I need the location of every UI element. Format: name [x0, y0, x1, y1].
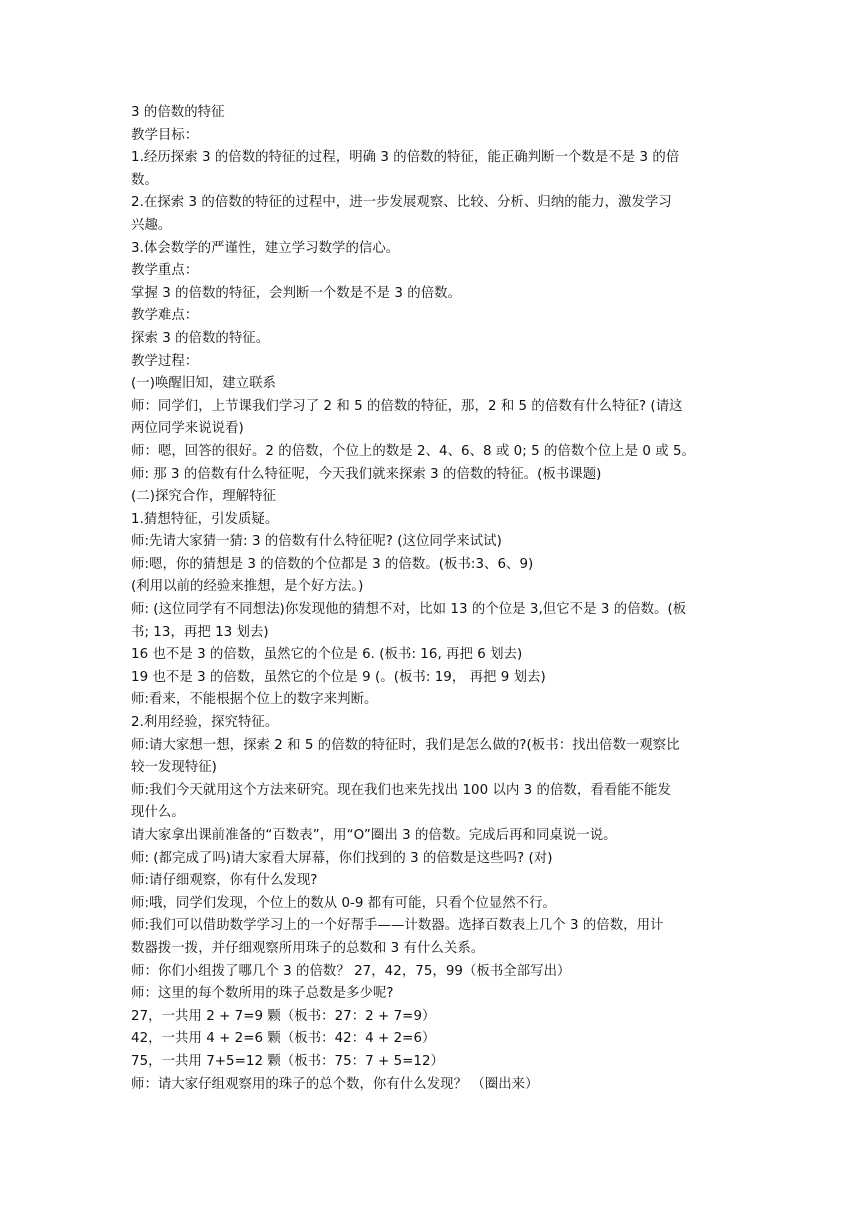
- text-line: 师：同学们，上节课我们学习了 2 和 5 的倍数的特征，那，2 和 5 的倍数有什么特征? (请这: [131, 398, 683, 414]
- text-line: 师:嗯，你的猜想是 3 的倍数的个位都是 3 的倍数。(板书:3、6、9): [131, 556, 534, 572]
- text-line: 75，一共用 7+5=12 颗（板书：75：7 + 5=12）: [131, 1053, 444, 1069]
- text-line: 师: (都完成了吗)请大家看大屏幕，你们找到的 3 的倍数是这些吗? (对): [131, 850, 553, 866]
- document-title: 3 的倍数的特征: [131, 105, 225, 120]
- text-line: 师：嗯，回答的很好。2 的倍数，个位上的数是 2、4、6、8 或 0; 5 的倍数个位上是 0 或 5。: [131, 443, 695, 459]
- text-line: (利用以前的经验来推想，是个好方法。): [131, 579, 364, 595]
- section-heading-process: 教学过程：: [131, 353, 199, 369]
- subsection-heading: (一)唤醒旧知，建立联系: [131, 376, 276, 392]
- text-line: 42，一共用 4 + 2=6 颗（板书：42：4 + 2=6）: [131, 1031, 436, 1047]
- text-line: 师：这里的每个数所用的珠子总数是多少呢?: [131, 986, 394, 1002]
- text-line: 书; 13，再把 13 划去): [131, 624, 269, 640]
- text-line: 师：请大家仔组观察用的珠子的总个数，你有什么发现？ （圈出来）: [131, 1076, 539, 1092]
- text-line: 27，一共用 2 + 7=9 颗（板书：27：2 + 7=9）: [131, 1008, 436, 1024]
- text-line: 兴趣。: [131, 217, 172, 233]
- section-heading-objectives: 教学目标：: [131, 127, 199, 143]
- text-line: 师:我们可以借助数学学习上的一个好帮手——计数器。选择百数表上几个 3 的倍数，用计: [131, 918, 664, 934]
- text-line: 师: 那 3 的倍数有什么特征呢，今天我们就来探索 3 的倍数的特征。(板书课题): [131, 466, 602, 482]
- text-line: 师:请大家想一想，探索 2 和 5 的倍数的特征时，我们是怎么做的?(板书：找出倍数一观察比: [131, 737, 680, 753]
- text-line: 数器拨一拨，并仔细观察所用珠子的总数和 3 有什么关系。: [131, 940, 485, 956]
- text-line: 16 也不是 3 的倍数，虽然它的个位是 6. (板书: 16, 再把 6 划去): [131, 647, 523, 663]
- text-line: 1.经历探索 3 的倍数的特征的过程，明确 3 的倍数的特征，能正确判断一个数是不是 3 的倍: [131, 150, 680, 166]
- section-heading-key-points: 教学重点：: [131, 263, 199, 279]
- text-line: 师:先请大家猜一猜: 3 的倍数有什么特征呢? (这位同学来试试): [131, 534, 502, 550]
- document-body: [131, 102, 733, 1096]
- section-heading-difficulties: 教学难点：: [131, 308, 199, 324]
- text-line: 现什么。: [131, 805, 185, 821]
- text-line: 掌握 3 的倍数的特征，会判断一个数是不是 3 的倍数。: [131, 285, 462, 301]
- text-line: 2.利用经验，探究特征。: [131, 715, 279, 731]
- text-line: 师:哦，同学们发现，个位上的数从 0-9 都有可能，只看个位显然不行。: [131, 895, 556, 911]
- text-line: 师:看来，不能根据个位上的数字来判断。: [131, 692, 378, 708]
- text-line: 师:我们今天就用这个方法来研究。现在我们也来先找出 100 以内 3 的倍数，看看能不能发: [131, 782, 671, 798]
- text-line: 3.体会数学的严谨性，建立学习数学的信心。: [131, 240, 400, 256]
- text-line: 请大家拿出课前准备的“百数表”，用“O”圈出 3 的倍数。完成后再和同桌说一说。: [131, 828, 617, 843]
- text-line: 师:请仔细观察，你有什么发现?: [131, 873, 318, 889]
- text-line: 2.在探索 3 的倍数的特征的过程中，进一步发展观察、比较、分析、归纳的能力，激发学习: [131, 195, 672, 211]
- text-line: 探索 3 的倍数的特征。: [131, 330, 270, 346]
- text-line: 较一发现特征): [131, 760, 217, 776]
- text-line: 师: (这位同学有不同想法)你发现他的猜想不对，比如 13 的个位是 3,但它不是 3 的倍数。(板: [131, 602, 687, 618]
- text-line: 19 也不是 3 的倍数，虽然它的个位是 9 (。(板书: 19， 再把 9 划去): [131, 669, 546, 685]
- text-line: 1.猜想特征，引发质疑。: [131, 511, 279, 527]
- text-line: 数。: [131, 172, 158, 188]
- subsection-heading: (二)探究合作，理解特征: [131, 489, 276, 505]
- text-line: 两位同学来说说看): [131, 421, 244, 437]
- text-line: 师：你们小组拨了哪几个 3 的倍数？ 27，42，75，99（板书全部写出）: [131, 963, 571, 979]
